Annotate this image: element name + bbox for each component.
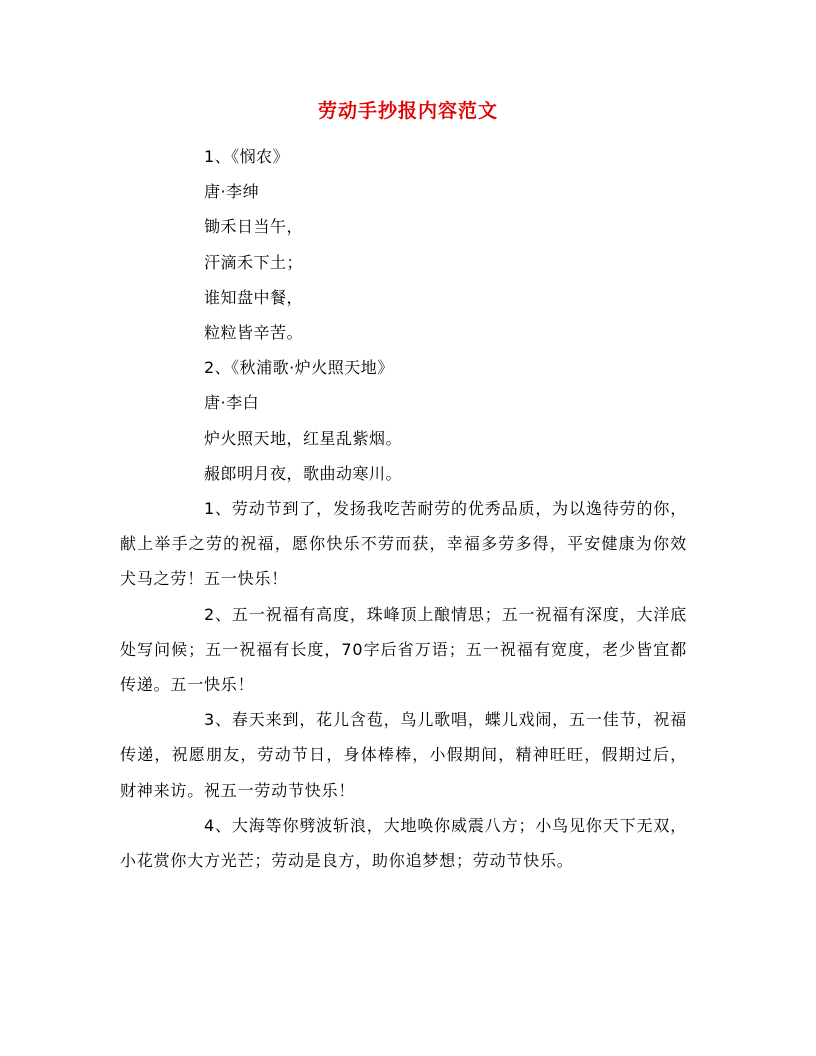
poem-line: 汗滴禾下土； — [204, 252, 304, 272]
poem-line: 赧郎明月夜，歌曲动寒川。 — [204, 463, 403, 483]
poem-line: 炉火照天地，红星乱紫烟。 — [204, 428, 403, 448]
document-title: 劳动手抄报内容范文 — [317, 100, 498, 122]
poem-line: 锄禾日当午， — [204, 217, 304, 237]
greeting-paragraph: 3、春天来到，花儿含苞，鸟儿歌唱，蝶儿戏闹，五一佳节，祝福传递，祝愿朋友，劳动节日，身体棒棒，小假期间，精神旺旺，假期过后，财神来访。祝五一劳动节快乐！ — [120, 710, 687, 800]
document-body — [120, 139, 687, 878]
poem-1 — [120, 139, 687, 350]
greeting-paragraph: 1、劳动节到了，发扬我吃苦耐劳的优秀品质，为以逸待劳的你，献上举手之劳的祝福，愿你快乐不劳而获，幸福多劳多得，平安健康为你效犬马之劳！五一快乐！ — [120, 499, 687, 589]
poem-heading: 2、《秋浦歌·炉火照天地》 — [204, 358, 394, 378]
poem-author: 唐·李绅 — [204, 182, 260, 202]
poem-2 — [120, 350, 687, 491]
poem-author: 唐·李白 — [204, 393, 260, 413]
poem-line: 谁知盘中餐， — [204, 287, 304, 307]
greeting-paragraph: 2、五一祝福有高度，珠峰顶上酿情思；五一祝福有深度，大洋底处写问候；五一祝福有长度，70字后省万语；五一祝福有宽度，老少皆宜都传递。五一快乐！ — [120, 604, 687, 695]
poem-heading: 1、《悯农》 — [204, 147, 290, 166]
greeting-paragraph: 4、大海等你劈波斩浪，大地唤你威震八方；小鸟见你天下无双，小花赏你大方光芒；劳动是良方，助你追梦想；劳动节快乐。 — [120, 815, 687, 871]
greeting-paragraphs — [120, 491, 687, 878]
poem-line: 粒粒皆辛苦。 — [204, 323, 304, 343]
